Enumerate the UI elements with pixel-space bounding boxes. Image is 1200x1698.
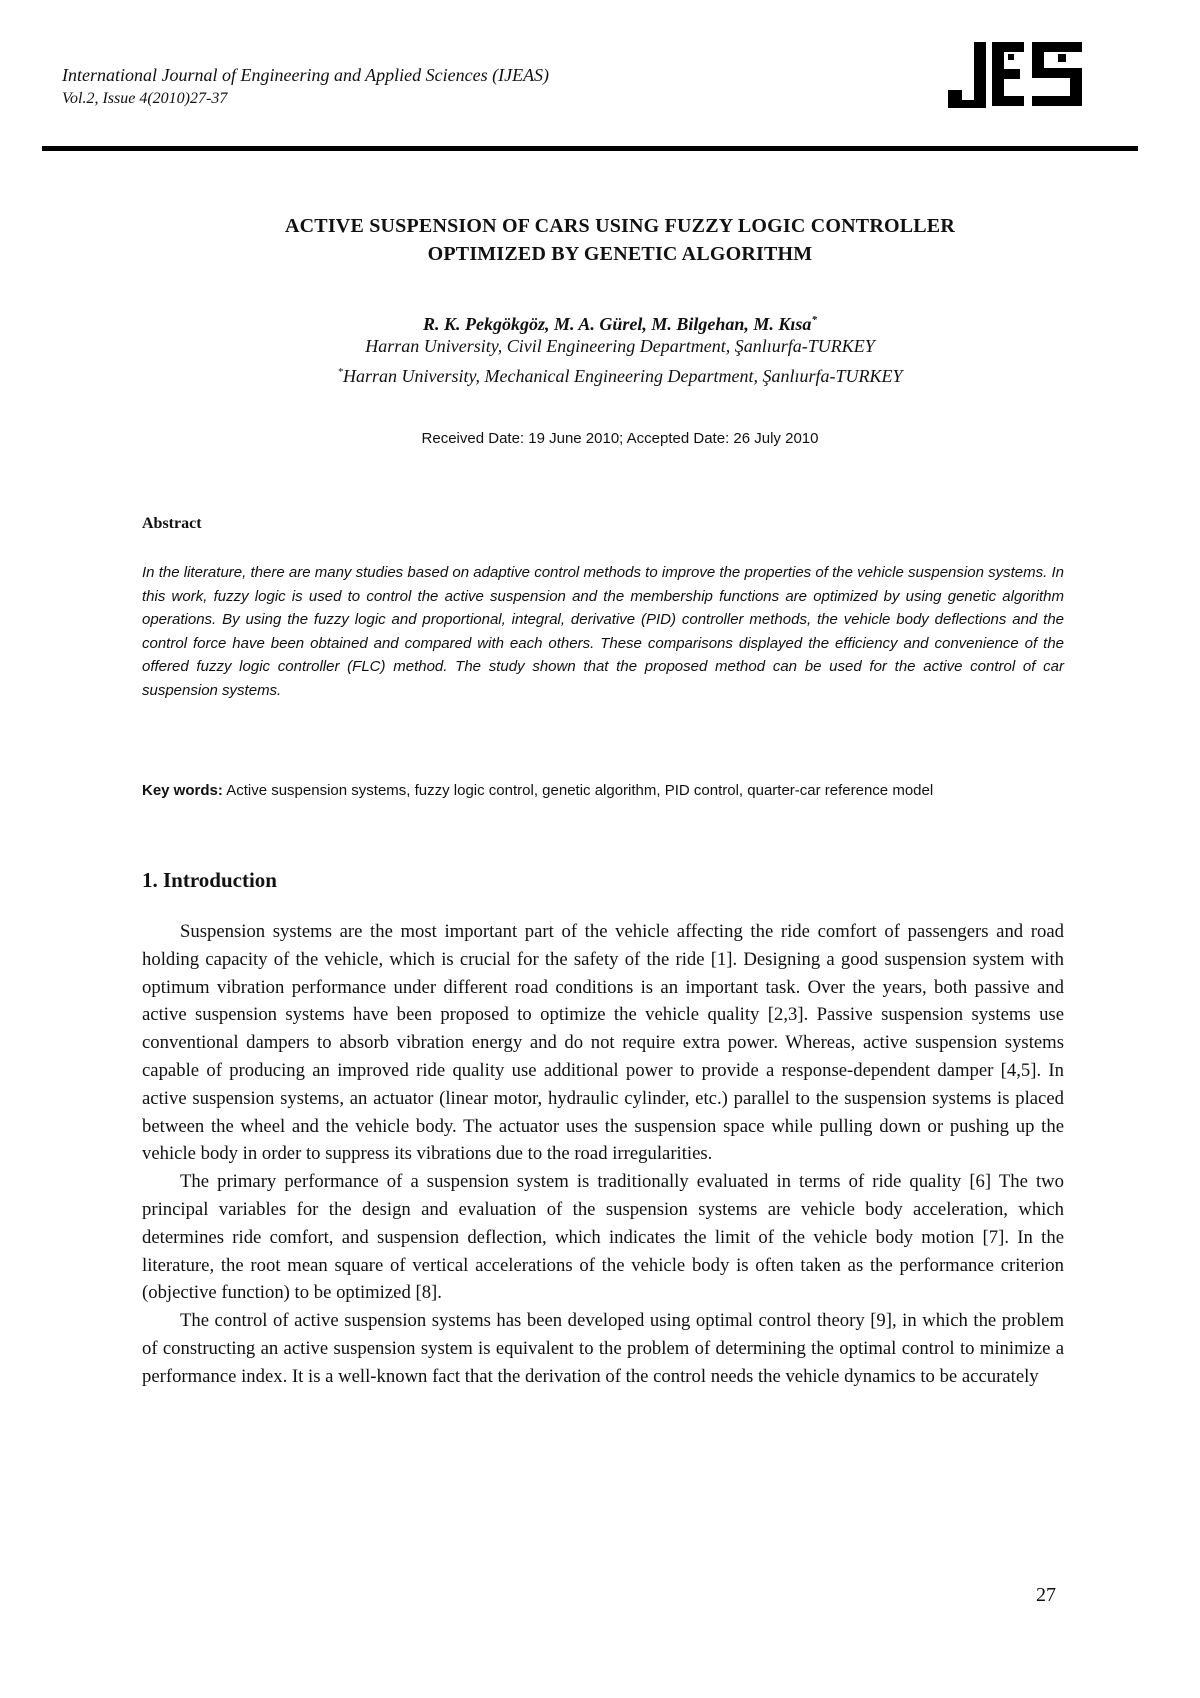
introduction-body [142, 918, 1064, 1391]
journal-logo [948, 38, 1086, 112]
journal-name: International Journal of Engineering and Applied Sciences (IJEAS) [62, 65, 550, 85]
keywords [142, 779, 1064, 802]
header-rule [42, 146, 1138, 151]
keywords-label: Key words: [142, 782, 223, 799]
keywords-text: Active suspension systems, fuzzy logic control, genetic algorithm, PID control, quarter-car reference model [226, 782, 934, 799]
affiliation-2-text: Harran University, Mechanical Engineering Department, Şanlıurfa-TURKEY [343, 366, 903, 386]
affiliation-1: Harran University, Civil Engineering Department, Şanlıurfa-TURKEY [365, 336, 875, 356]
affiliation-2-mark: * [337, 366, 344, 378]
title-line-1: ACTIVE SUSPENSION OF CARS USING FUZZY LOGIC CONTROLLER [285, 215, 955, 237]
paper-title [0, 212, 1200, 268]
intro-paragraph: The control of active suspension systems has been developed using optimal control theory [9], in which the problem of constructing an active suspension system is equivalent to the problem of determining the optimal control to minimize a performance index. It is a well-known fact that the derivation of the control needs the vehicle dynamics to be accurately [142, 1310, 1064, 1387]
journal-header [62, 62, 549, 110]
journal-issue: Vol.2, Issue 4(2010)27-37 [62, 90, 228, 107]
received-accepted-dates: Received Date: 19 June 2010; Accepted Date: 26 July 2010 [421, 430, 819, 447]
abstract-heading: Abstract [142, 515, 202, 532]
page-number: 27 [1036, 1584, 1056, 1606]
affiliation-2 [0, 360, 1200, 389]
author-list [0, 308, 1200, 337]
authors-text: R. K. Pekgökgöz, M. A. Gürel, M. Bilgehan, M. Kısa [423, 314, 812, 334]
section-heading-introduction: 1. Introduction [142, 868, 277, 892]
intro-paragraph: The primary performance of a suspension system is traditionally evaluated in terms of ride quality [6] The two principal variables for the design and evaluation of the suspension systems are vehicle body acceleration, which determines ride comfort, and suspension deflection, which indicates the limit of the vehicle body motion [7]. In the literature, the root mean square of vertical accelerations of the vehicle body is often taken as the performance criterion (objective function) to be optimized [8]. [142, 1171, 1064, 1304]
intro-paragraph: Suspension systems are the most important part of the vehicle affecting the ride comfort of passengers and road holding capacity of the vehicle, which is crucial for the safety of the ride [1]. Designing a good suspension system with optimum vibration performance under different road conditions is an important task. Over the years, both passive and active suspension systems have been proposed to optimize the vehicle quality [2,3]. Passive suspension systems use conventional dampers to absorb vibration energy and do not require extra power. Whereas, active suspension systems capable of producing an improved ride quality use additional power to provide a response-dependent damper [4,5]. In active suspension systems, an actuator (linear motor, hydraulic cylinder, etc.) parallel to the suspension systems is placed between the wheel and the vehicle body. The actuator uses the suspension space while pulling down or pushing up the vehicle body in order to suppress its vibrations due to the road irregularities. [142, 921, 1064, 1165]
abstract-body: In the literature, there are many studies based on adaptive control methods to improve the properties of the vehicle suspension systems. In this work, fuzzy logic is used to control the active suspension and the membership functions are optimized by using genetic algorithm operations. By using the fuzzy logic and proportional, integral, derivative (PID) controller methods, the vehicle body deflections and the control force have been obtained and compared with each others. These comparisons displayed the efficiency and convenience of the offered fuzzy logic controller (FLC) method. The study shown that the proposed method can be used for the active control of car suspension systems. [142, 564, 1064, 699]
corresponding-author-mark: * [811, 314, 817, 326]
title-line-2: OPTIMIZED BY GENETIC ALGORITHM [427, 243, 813, 265]
